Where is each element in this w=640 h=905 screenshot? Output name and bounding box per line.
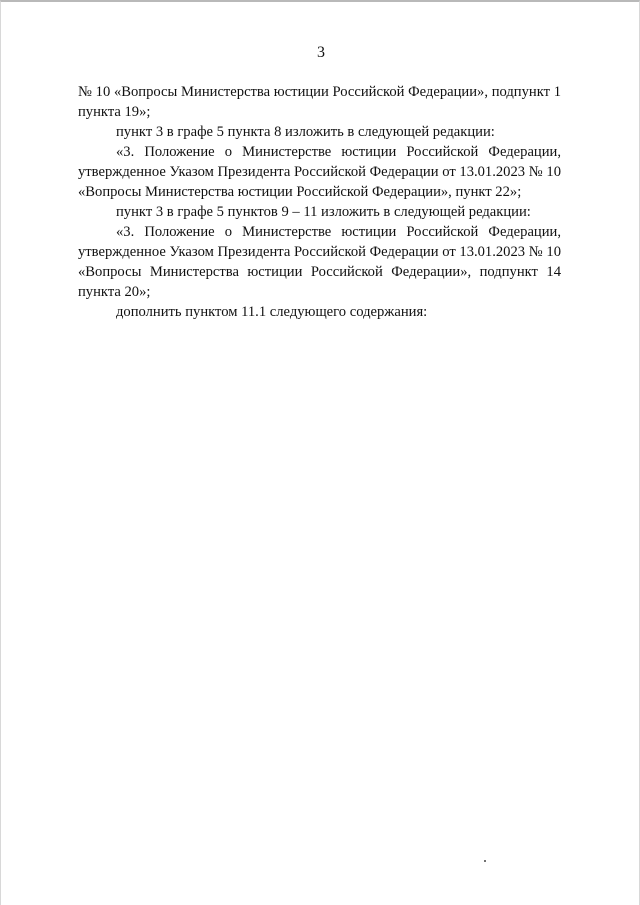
page-number: 3 bbox=[317, 44, 325, 61]
paragraph-amend-item-8: пункт 3 в графе 5 пункта 8 изложить в следующей редакции: bbox=[116, 124, 495, 140]
paragraph-add-item-11-1: дополнить пунктом 11.1 следующего содержания: bbox=[116, 304, 428, 320]
paragraph-quote-subitem-14: «3. Положение о Министерстве юстиции Российской Федерации, утвержденное Указом Президента Российской Федерации от 13.01.2023 № 10 «Вопросы Министерства юстиции Российской Федерации», подпункт 14 пункта 20»; bbox=[78, 224, 561, 300]
paragraph-amend-items-9-11: пункт 3 в графе 5 пунктов 9 – 11 изложить в следующей редакции: bbox=[116, 204, 531, 220]
paragraph-quote-item-22: «3. Положение о Министерстве юстиции Российской Федерации, утвержденное Указом Президента Российской Федерации от 13.01.2023 № 10 «Вопросы Министерства юстиции Российской Федерации», пункт 22»; bbox=[78, 144, 561, 200]
document-body bbox=[78, 82, 561, 322]
paragraph-continuation: № 10 «Вопросы Министерства юстиции Российской Федерации», подпункт 1 пункта 19»; bbox=[78, 84, 561, 120]
scan-artifact bbox=[484, 860, 486, 862]
